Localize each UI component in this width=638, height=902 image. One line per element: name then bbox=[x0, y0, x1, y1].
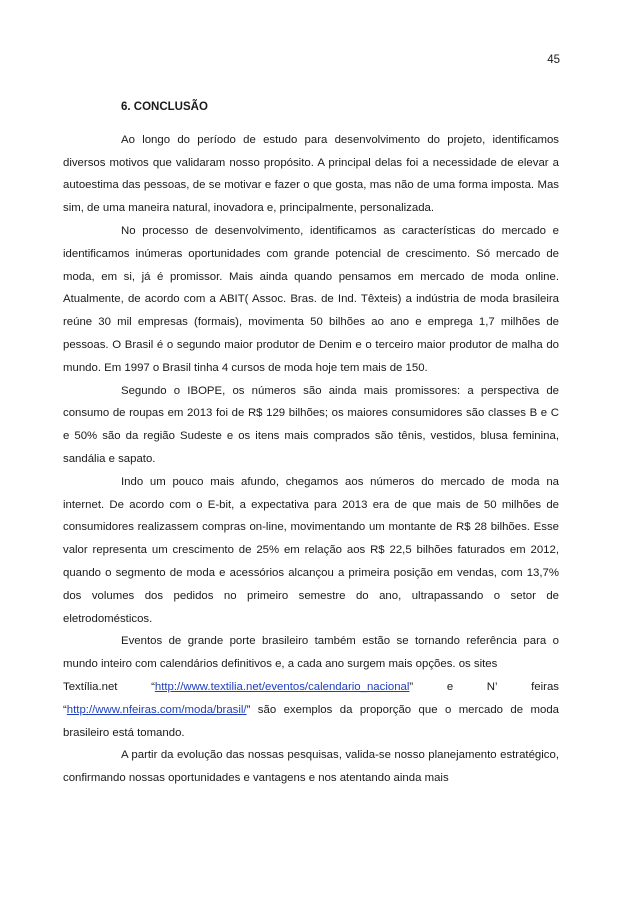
section-heading: 6. CONCLUSÃO bbox=[121, 101, 208, 113]
paragraph-2: No processo de desenvolvimento, identificamos as características do mercado e identificamos inúmeras oportunidades com grande potencial de crescimento. Só mercado de moda, em si, já é promissor. Mais ainda quando pensamos em mercado de moda online. Atualmente, de acordo com a ABIT( Assoc. Bras. de Ind. Têxteis) a indústria de moda brasileira reúne 30 mil empresas (formais), movimenta 50 bilhões ao ano e emprega 1,7 milhões de pessoas. O Brasil é o segundo maior produtor de Denim e o terceiro maior produtor de malha do mundo. Em 1997 o Brasil tinha 4 cursos de moda hoje tem mais de 150. bbox=[63, 224, 559, 374]
events-reference-line bbox=[63, 676, 559, 699]
paragraph-last: A partir da evolução das nossas pesquisas, valida-se nosso planejamento estratégico, confirmando nossas oportunidades e vantagens e nos atentando ainda mais bbox=[63, 749, 559, 785]
page-content bbox=[63, 96, 559, 790]
quote-open-1: “ bbox=[151, 680, 155, 693]
paragraph-3: Segundo o IBOPE, os números são ainda mais promissores: a perspectiva de consumo de roupas em 2013 foi de R$ 129 bilhões; os maiores consumidores são classes B e C e 50% são da região Sudeste e os itens mais comprados são tênis, vestidos, blusa feminina, sandália e sapato. bbox=[63, 384, 559, 465]
paragraph-events bbox=[63, 630, 559, 744]
word-e: e bbox=[446, 680, 454, 693]
word-feiras: feiras bbox=[531, 680, 559, 693]
nfeiras-link[interactable]: http://www.nfeiras.com/moda/brasil/ bbox=[66, 703, 247, 716]
events-tail-text: ” são exemplos da proporção que o mercado de moda brasileiro está tomando. bbox=[63, 703, 559, 739]
page-number: 45 bbox=[547, 54, 560, 66]
textilia-link[interactable]: http://www.textilia.net/eventos/calendario_nacional bbox=[154, 680, 410, 693]
site-name: Textília.net bbox=[63, 680, 118, 693]
events-tail bbox=[63, 699, 559, 745]
link-1-wrapper bbox=[151, 676, 413, 699]
events-text: Eventos de grande porte brasileiro também estão se tornando referência para o mundo inteiro com calendários definitivos e, a cada ano surgem mais opções. os sites bbox=[63, 635, 559, 671]
paragraph-4: Indo um pouco mais afundo, chegamos aos números do mercado de moda na internet. De acordo com o E-bit, a expectativa para 2013 era de que mais de 50 milhões de consumidores realizassem compras on-line, movimentando um montante de R$ 28 bilhões. Esse valor representa um crescimento de 25% em relação aos R$ 22,5 bilhões faturados em 2012, quando o segmento de moda e acessórios alcançou a primeira posição em vendas, com 13,7% dos volumes dos pedidos no primeiro semestre do ano, ultrapassando o setor de eletrodomésticos. bbox=[63, 475, 559, 625]
paragraph-1: Ao longo do período de estudo para desenvolvimento do projeto, identificamos diversos motivos que validaram nosso propósito. A principal delas foi a necessidade de elevar a autoestima das pessoas, de se motivar e fazer o que gosta, mas não de uma forma imposta. Mas sim, de uma maneira natural, inovadora e, principalmente, personalizada. bbox=[63, 133, 559, 215]
word-n: N’ bbox=[486, 680, 498, 693]
quote-open-2: “ bbox=[63, 703, 67, 716]
quote-close-1: ” bbox=[409, 680, 414, 693]
